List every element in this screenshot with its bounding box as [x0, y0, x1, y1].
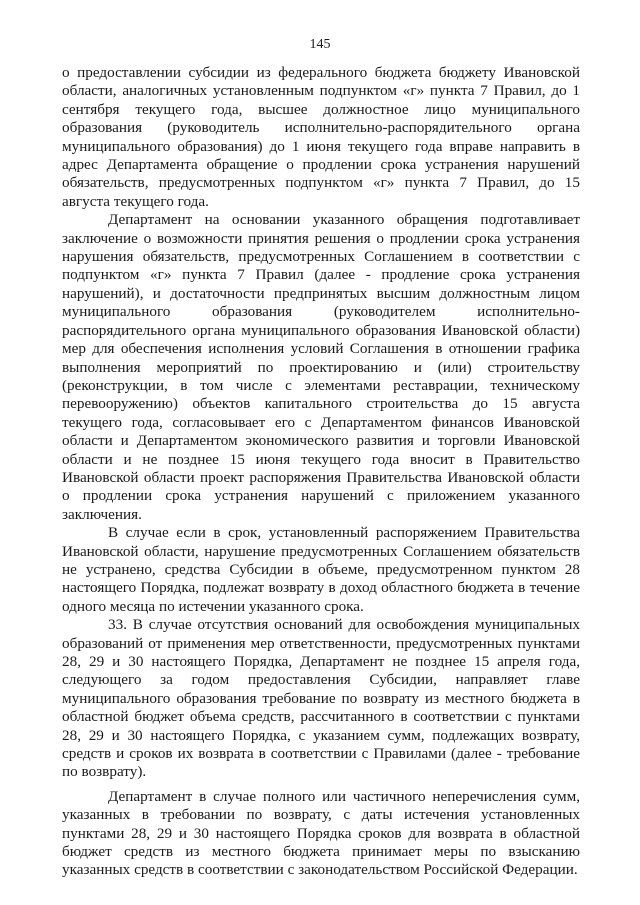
document-body	[62, 64, 580, 880]
paragraph-continuation: о предоставлении субсидии из федерального бюджета бюджету Ивановской области, аналогичных установленным подпунктом «г» пункта 7 Правил, до 1 сентября текущего года, высшее должностное лицо муниципального образования (руководитель исполнительно-распорядительного органа муниципального образования) до 1 июня текущего года вправе направить в адрес Департамента обращение о продлении срока устранения нарушений обязательств, предусмотренных подпунктом «г» пункта 7 Правил, до 15 августа текущего года.	[62, 64, 580, 210]
page-number: 145	[309, 37, 331, 52]
paragraph-department-conclusion: Департамент на основании указанного обращения подготавливает заключение о возможности принятия решения о продлении срока устранения нарушения обязательств, предусмотренных Соглашением в соответствии с подпунктом «г» пункта 7 Правил (далее - продление срока устранения нарушений), и достаточности предпринятых высшим должностным лицом муниципального образования (руководителем исполнительно-распорядительного органа муниципального образования Ивановской области) мер для обеспечения исполнения условий Соглашения в отношении графика выполнения мероприятий по проектированию и (или) строительству (реконструкции, в том числе с элементами реставрации, техническому перевооружению) объектов капитального строительства до 15 августа текущего года, согласовывает его с Департаментом финансов Ивановской области и Департаментом экономического развития и торговли Ивановской области и не позднее 15 июня текущего года вносит в Правительство Ивановской области проект распоряжения Правительства Ивановской области о продлении срока устранения нарушений с приложением указанного заключения.	[62, 211, 580, 523]
paragraph-violation-not-fixed: В случае если в срок, установленный распоряжением Правительства Ивановской области, нарушение предусмотренных Соглашением обязательств не устранено, средства Субсидии в объеме, предусмотренном пунктом 28 настоящего Порядка, подлежат возврату в доход областного бюджета в течение одного месяца по истечении указанного срока.	[62, 524, 580, 615]
paragraph-recovery-measures: Департамент в случае полного или частичного неперечисления сумм, указанных в требовании по возврату, с даты истечения установленных пунктами 28, 29 и 30 настоящего Порядка сроков для возврата в областной бюджет средств из местного бюджета принимает меры по взысканию указанных средств в соответствии с законодательством Российской Федерации.	[62, 787, 580, 879]
paragraph-item-33: 33. В случае отсутствия оснований для освобождения муниципальных образований от применения мер ответственности, предусмотренных пунктами 28, 29 и 30 настоящего Порядка, Департамент не позднее 15 апреля года, следующего за годом предоставления Субсидии, направляет главе муниципального образования требование по возврату из местного бюджета в областной бюджет объема средств, рассчитанного в соответствии с пунктами 28, 29 и 30 настоящего Порядка, с указанием сумм, подлежащих возврату, средств и сроков их возврата в соответствии с Правилами (далее - требование по возврату).	[62, 616, 580, 781]
